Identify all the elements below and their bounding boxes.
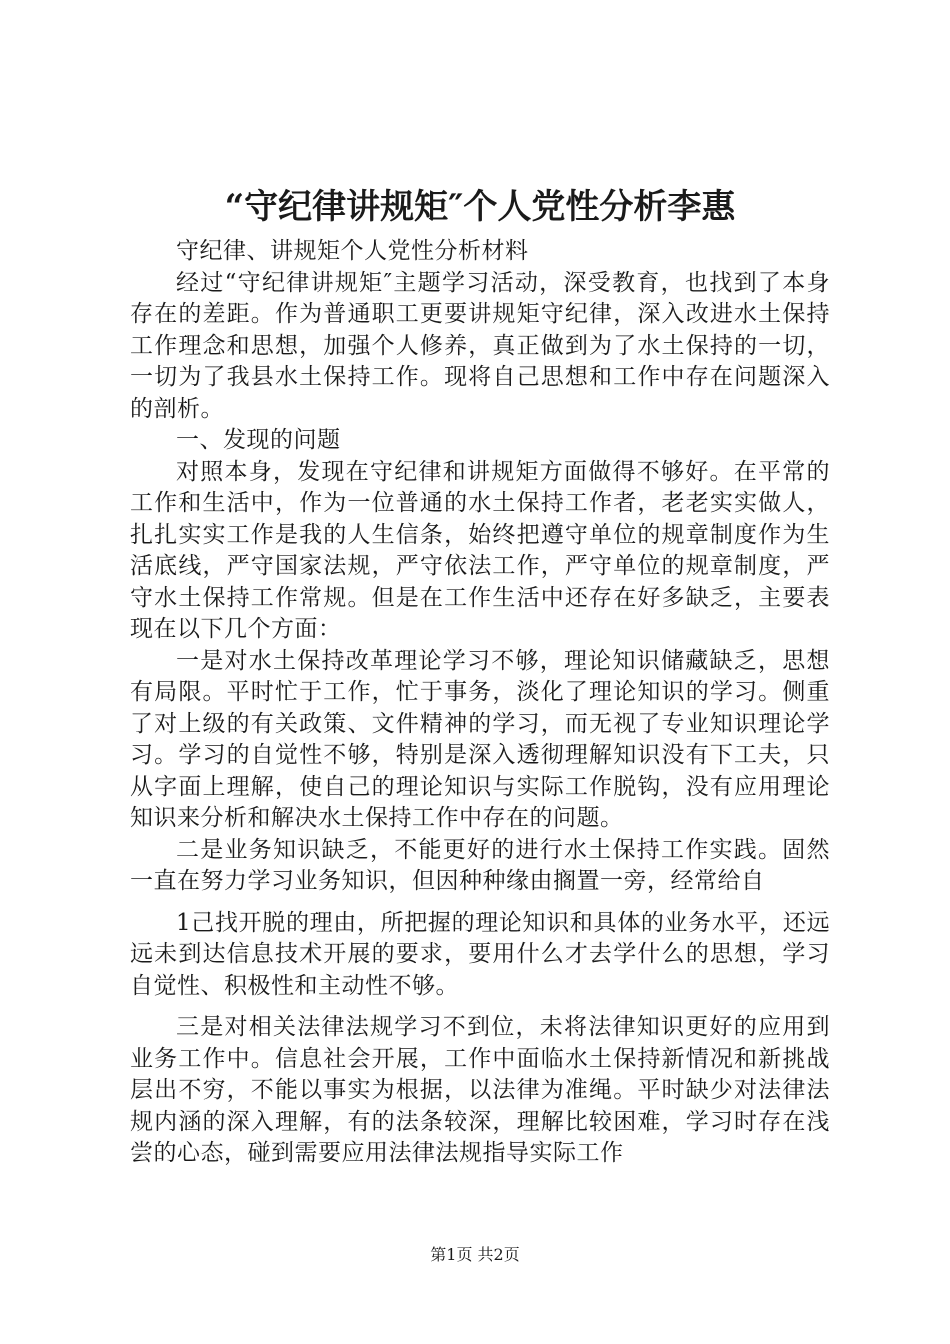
page-number-footer: 第1页 共2页: [430, 1245, 520, 1264]
document-title: “守纪律讲规矩″个人党性分析李惠: [224, 187, 736, 227]
paragraph-point-two-continued: 1己找开脱的理由，所把握的理论知识和具体的业务水平，还远远未到达信息技术开展的要求，要用什么才去学什么的思想，学习自觉性、积极性和主动性不够。: [130, 909, 830, 999]
paragraph-point-three: 三是对相关法律法规学习不到位，未将法律知识更好的应用到业务工作中。信息社会开展，工作中面临水土保持新情况和新挑战层出不穷，不能以事实为根据，以法律为准绳。平时缺少对法律法规内涵的深入理解，有的法条较深，理解比较困难，学习时存在浅尝的心态，碰到需要应用法律法规指导实际工作: [130, 1014, 830, 1166]
paragraph-intro: 经过“守纪律讲规矩″主题学习活动，深受教育，也找到了本身存在的差距。作为普通职工更要讲规矩守纪律，深入改进水土保持工作理念和思想，加强个人修养，真正做到为了水土保持的一切，一切为了我县水土保持工作。现将自己思想和工作中存在问题深入的剖析。: [130, 269, 830, 422]
paragraph-point-one: 一是对水土保持改革理论学习不够，理论知识储藏缺乏，思想有局限。平时忙于工作，忙于事务，淡化了理论知识的学习。侧重了对上级的有关政策、文件精神的学习，而无视了专业知识理论学习。学习的自觉性不够，特别是深入透彻理解知识没有下工夫，只从字面上理解，使自己的理论知识与实际工作脱钩，没有应用理论知识来分析和解决水土保持工作中存在的问题。: [130, 647, 830, 831]
paragraph-self-review: 对照本身，发现在守纪律和讲规矩方面做得不够好。在平常的工作和生活中，作为一位普通的水土保持工作者，老老实实做人，扎扎实实工作是我的人生信条，始终把遵守单位的规章制度作为生活底线，严守国家法规，严守依法工作，严守单位的规章制度，严守水土保持工作常规。但是在工作生活中还存在好多缺乏，主要表现在以下几个方面：: [130, 458, 830, 642]
paragraph-point-two: 二是业务知识缺乏，不能更好的进行水土保持工作实践。固然一直在努力学习业务知识，但因种种缘由搁置一旁，经常给自: [130, 836, 830, 894]
paragraph-subtitle: 守纪律、讲规矩个人党性分析材料: [176, 238, 529, 264]
document-body: [130, 236, 830, 1170]
paragraph-section-heading: 一、发现的问题: [176, 427, 341, 453]
